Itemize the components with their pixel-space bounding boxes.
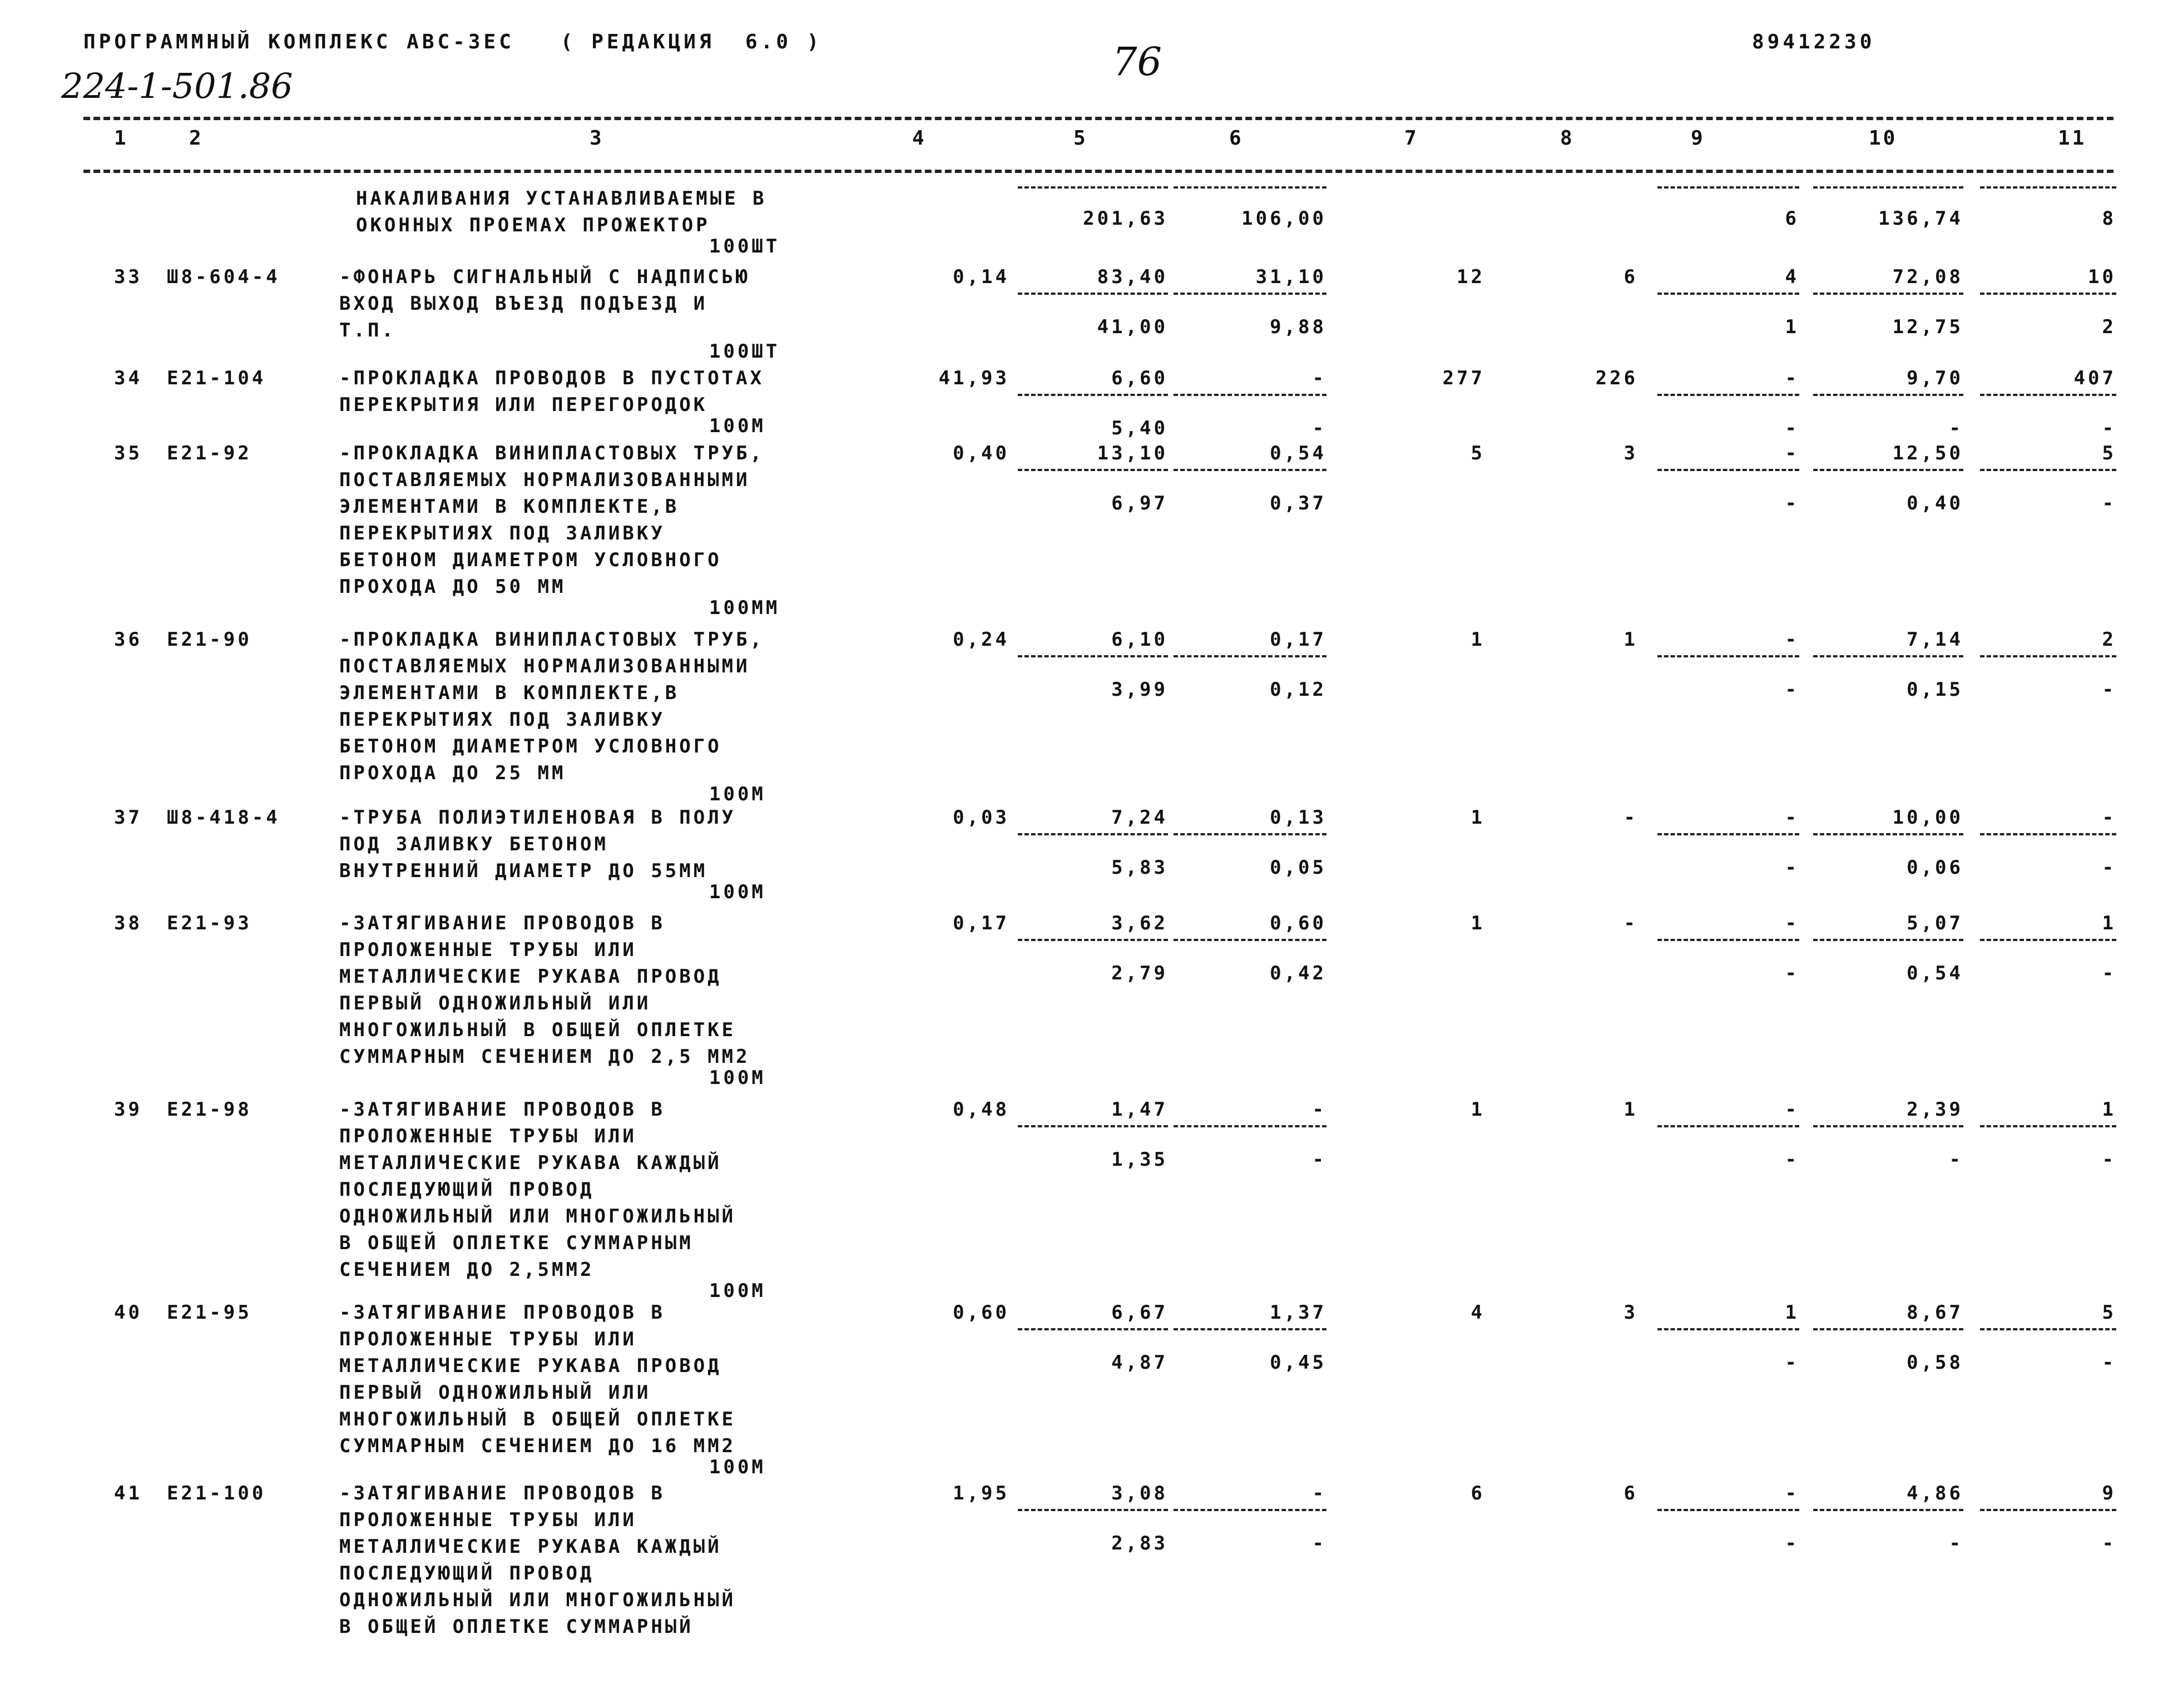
col10-value-lower: 0,15 <box>1907 679 1963 701</box>
col4-value: 1,95 <box>953 1482 1009 1504</box>
col11-value-lower: 2 <box>2102 316 2116 338</box>
col6-value-lower: 0,05 <box>1270 857 1326 879</box>
col6-value: 0,54 <box>1270 442 1326 464</box>
description-line: БЕТОНОМ ДИАМЕТРОМ УСЛОВНОГО <box>339 735 722 758</box>
col10-value: 9,70 <box>1907 367 1963 389</box>
unit-label: 100М <box>709 881 766 903</box>
column-header-8: 8 <box>1560 127 1575 150</box>
description-line: -ЗАТЯГИВАНИЕ ПРОВОДОВ В <box>339 1098 665 1121</box>
column-header-7: 7 <box>1404 127 1419 150</box>
dashed-separator <box>1980 394 2116 396</box>
col4-value: 0,40 <box>953 442 1009 464</box>
dashed-separator <box>1174 1509 1326 1511</box>
description-line: ВХОД ВЫХОД ВЪЕЗД ПОДЪЕЗД И <box>339 293 708 315</box>
dashed-separator <box>1813 1328 1963 1330</box>
dashed-separator <box>1980 186 2116 189</box>
col10-value: 4,86 <box>1907 1482 1963 1504</box>
description-line: -ФОНАРЬ СИГНАЛЬНЫЙ С НАДПИСЬЮ <box>339 266 750 288</box>
dashed-separator <box>1657 939 1799 941</box>
description-line: СЕЧЕНИЕМ ДО 2,5ММ2 <box>339 1259 595 1281</box>
description-line: ПРОЛОЖЕННЫЕ ТРУБЫ ИЛИ <box>339 1509 637 1531</box>
col4-value: 0,17 <box>953 912 1009 934</box>
dashed-separator <box>1980 939 2116 941</box>
col11-value-lower: - <box>2102 1351 2116 1374</box>
description-line: -ЗАТЯГИВАНИЕ ПРОВОДОВ В <box>339 1482 665 1504</box>
col9-value: - <box>1785 912 1799 934</box>
col9-value-lower: - <box>1785 1532 1799 1554</box>
description-line: ПОСЛЕДУЮЩИЙ ПРОВОД <box>339 1562 595 1585</box>
dashed-separator <box>1657 469 1799 471</box>
norm-code: Ш8-418-4 <box>167 806 280 829</box>
dashed-separator <box>1174 394 1326 396</box>
col7-value: 1 <box>1471 912 1485 934</box>
description-line: СУММАРНЫМ СЕЧЕНИЕМ ДО 2,5 ММ2 <box>339 1046 750 1068</box>
col5-value-lower: 5,40 <box>1111 417 1168 439</box>
col5-value: 6,60 <box>1111 367 1168 389</box>
col6-value-lower: 0,37 <box>1270 492 1326 514</box>
col9-value: 1 <box>1785 1301 1799 1324</box>
norm-code: Е21-98 <box>167 1098 252 1121</box>
description-line: ПРОЛОЖЕННЫЕ ТРУБЫ ИЛИ <box>339 939 637 961</box>
col10-value: 8,67 <box>1907 1301 1963 1324</box>
description-line: ПРОЛОЖЕННЫЕ ТРУБЫ ИЛИ <box>339 1328 637 1350</box>
norm-code: Е21-100 <box>167 1482 266 1504</box>
col5-value: 3,62 <box>1111 912 1168 934</box>
col8-value: 226 <box>1595 367 1638 389</box>
dashed-separator <box>1813 293 1963 295</box>
col9-value-lower: - <box>1785 962 1799 984</box>
col11-value-lower: - <box>2102 417 2116 439</box>
col7-value: 6 <box>1471 1482 1485 1504</box>
dashed-separator <box>1657 293 1799 295</box>
description-line: ПОСЛЕДУЮЩИЙ ПРОВОД <box>339 1179 595 1201</box>
description-line: ОДНОЖИЛЬНЫЙ ИЛИ МНОГОЖИЛЬНЫЙ <box>339 1205 736 1227</box>
description-line: МЕТАЛЛИЧЕСКИЕ РУКАВА ПРОВОД <box>339 1355 722 1377</box>
col10-value-lower: 136,74 <box>1878 207 1963 230</box>
col11-value: 407 <box>2073 367 2116 389</box>
column-header-9: 9 <box>1691 127 1705 150</box>
col7-value: 12 <box>1457 266 1485 288</box>
col9-value: 4 <box>1785 266 1799 288</box>
dashed-separator <box>1657 1125 1799 1127</box>
header-bottom-rule <box>83 170 2113 173</box>
dashed-separator <box>1980 1125 2116 1127</box>
dashed-separator <box>1980 1328 2116 1330</box>
description-line: БЕТОНОМ ДИАМЕТРОМ УСЛОВНОГО <box>339 549 722 571</box>
header-top-rule <box>83 117 2113 120</box>
col5-value-lower: 4,87 <box>1111 1351 1168 1374</box>
row-number: 41 <box>114 1482 142 1504</box>
col9-value-lower: 6 <box>1785 207 1799 230</box>
dashed-separator <box>1657 1328 1799 1330</box>
col11-value: 5 <box>2102 442 2116 464</box>
col10-value-lower: 12,75 <box>1892 316 1963 338</box>
unit-label: 100ШТ <box>709 340 780 363</box>
col4-value: 0,48 <box>953 1098 1009 1121</box>
dashed-separator <box>1174 655 1326 657</box>
dashed-separator <box>1813 394 1963 396</box>
col5-value-lower: 3,99 <box>1111 679 1168 701</box>
col5-value: 7,24 <box>1111 806 1168 829</box>
dashed-separator <box>1980 1509 2116 1511</box>
col5-value: 3,08 <box>1111 1482 1168 1504</box>
col11-value-lower: - <box>2102 1532 2116 1554</box>
dashed-separator <box>1018 1328 1168 1330</box>
col9-value-lower: - <box>1785 1148 1799 1171</box>
col9-value: - <box>1785 1482 1799 1504</box>
dashed-separator <box>1018 939 1168 941</box>
col10-value-lower: 0,40 <box>1907 492 1963 514</box>
description-line: -ПРОКЛАДКА ВИНИПЛАСТОВЫХ ТРУБ, <box>339 628 765 651</box>
col6-value-lower: - <box>1312 417 1326 439</box>
norm-code: Е21-104 <box>167 367 266 389</box>
description-line: -ПРОКЛАДКА ПРОВОДОВ В ПУСТОТАХ <box>339 367 765 389</box>
col9-value-lower: - <box>1785 1351 1799 1374</box>
description-line: В ОБЩЕЙ ОПЛЕТКЕ СУММАРНЫЙ <box>339 1616 694 1638</box>
dashed-separator <box>1657 394 1799 396</box>
description-line: ВНУТРЕННИЙ ДИАМЕТР ДО 55ММ <box>339 860 708 882</box>
col11-value: - <box>2102 806 2116 829</box>
col4-value: 0,03 <box>953 806 1009 829</box>
col4-value: 0,14 <box>953 266 1009 288</box>
col10-value-lower: - <box>1949 1532 1963 1554</box>
col10-value-lower: 0,06 <box>1907 857 1963 879</box>
row-number: 34 <box>114 367 142 389</box>
col5-value-lower: 1,35 <box>1111 1148 1168 1171</box>
dashed-separator <box>1813 939 1963 941</box>
norm-code: Ш8-604-4 <box>167 266 280 288</box>
col6-value: 1,37 <box>1270 1301 1326 1324</box>
description-line: ПОД ЗАЛИВКУ БЕТОНОМ <box>339 833 608 855</box>
col6-value-lower: 9,88 <box>1270 316 1326 338</box>
dashed-separator <box>1018 394 1168 396</box>
dashed-separator <box>1174 186 1326 189</box>
dashed-separator <box>1813 1509 1963 1511</box>
row-number: 40 <box>114 1301 142 1324</box>
dashed-separator <box>1174 833 1326 835</box>
dashed-separator <box>1174 293 1326 295</box>
row-number: 35 <box>114 442 142 464</box>
document-code: 224-1-501.86 <box>61 66 293 106</box>
col6-value-lower: - <box>1312 1532 1326 1554</box>
row-number: 36 <box>114 628 142 651</box>
column-header-6: 6 <box>1229 127 1244 150</box>
row-number: 39 <box>114 1098 142 1121</box>
description-line: ОКОННЫХ ПРОЕМАХ ПРОЖЕКТОР <box>356 214 710 236</box>
dashed-separator <box>1174 1328 1326 1330</box>
column-header-1: 1 <box>114 127 128 150</box>
col5-value: 83,40 <box>1097 266 1168 288</box>
col6-value-lower: - <box>1312 1148 1326 1171</box>
description-line: Т.П. <box>339 319 396 341</box>
unit-label: 100М <box>709 1280 766 1302</box>
description-line: МЕТАЛЛИЧЕСКИЕ РУКАВА ПРОВОД <box>339 966 722 988</box>
dashed-separator <box>1018 186 1168 189</box>
column-header-4: 4 <box>912 127 927 150</box>
col6-value-lower: 0,12 <box>1270 679 1326 701</box>
description-line: В ОБЩЕЙ ОПЛЕТКЕ СУММАРНЫМ <box>339 1232 694 1254</box>
dashed-separator <box>1980 469 2116 471</box>
unit-label: 100М <box>709 783 766 805</box>
col11-value: 5 <box>2102 1301 2116 1324</box>
dashed-separator <box>1018 293 1168 295</box>
row-number: 37 <box>114 806 142 829</box>
col7-value: 5 <box>1471 442 1485 464</box>
dashed-separator <box>1657 1509 1799 1511</box>
row-number: 38 <box>114 912 142 934</box>
dashed-separator <box>1174 1125 1326 1127</box>
col8-value: 3 <box>1623 1301 1638 1324</box>
col6-value: 0,60 <box>1270 912 1326 934</box>
dashed-separator <box>1813 186 1963 189</box>
column-header-11: 11 <box>2058 127 2087 150</box>
col8-value: 6 <box>1623 266 1638 288</box>
col9-value-lower: - <box>1785 417 1799 439</box>
dashed-separator <box>1018 1509 1168 1511</box>
unit-label: 100М <box>709 1067 766 1089</box>
column-header-10: 10 <box>1869 127 1898 150</box>
col5-value-lower: 6,97 <box>1111 492 1168 514</box>
description-line: ПЕРЕКРЫТИЯХ ПОД ЗАЛИВКУ <box>339 709 665 731</box>
col9-value: - <box>1785 806 1799 829</box>
col8-value: - <box>1623 806 1638 829</box>
col10-value: 10,00 <box>1892 806 1963 829</box>
col9-value: - <box>1785 628 1799 651</box>
col4-value: 0,60 <box>953 1301 1009 1324</box>
norm-code: Е21-92 <box>167 442 252 464</box>
col11-value-lower: - <box>2102 857 2116 879</box>
col9-value: - <box>1785 1098 1799 1121</box>
description-line: ОДНОЖИЛЬНЫЙ ИЛИ МНОГОЖИЛЬНЫЙ <box>339 1589 736 1611</box>
dashed-separator <box>1018 655 1168 657</box>
col11-value: 2 <box>2102 628 2116 651</box>
document-id: 89412230 <box>1752 31 1875 53</box>
program-header: ПРОГРАММНЫЙ КОМПЛЕКС АВС-ЗЕС ( РЕДАКЦИЯ 6.0 ) <box>83 31 823 53</box>
unit-label: 100ШТ <box>709 235 780 258</box>
col9-value: - <box>1785 367 1799 389</box>
description-line: ПОСТАВЛЯЕМЫХ НОРМАЛИЗОВАННЫМИ <box>339 655 750 677</box>
description-line: ПРОЛОЖЕННЫЕ ТРУБЫ ИЛИ <box>339 1125 637 1147</box>
col6-value: - <box>1312 1098 1326 1121</box>
col8-value: 6 <box>1623 1482 1638 1504</box>
dashed-separator <box>1018 1125 1168 1127</box>
description-line: -ПРОКЛАДКА ВИНИПЛАСТОВЫХ ТРУБ, <box>339 442 765 464</box>
col5-value-lower: 201,63 <box>1083 207 1168 230</box>
col10-value: 72,08 <box>1892 266 1963 288</box>
col11-value-lower: 8 <box>2102 207 2116 230</box>
col7-value: 1 <box>1471 806 1485 829</box>
description-line: -ЗАТЯГИВАНИЕ ПРОВОДОВ В <box>339 912 665 934</box>
column-header-5: 5 <box>1073 127 1088 150</box>
col8-value: - <box>1623 912 1638 934</box>
col10-value: 5,07 <box>1907 912 1963 934</box>
col5-value: 6,67 <box>1111 1301 1168 1324</box>
col9-value-lower: - <box>1785 492 1799 514</box>
col9-value-lower: 1 <box>1785 316 1799 338</box>
description-line: ПЕРЕКРЫТИЯХ ПОД ЗАЛИВКУ <box>339 522 665 544</box>
dashed-separator <box>1174 939 1326 941</box>
col10-value-lower: 0,58 <box>1907 1351 1963 1374</box>
col10-value: 7,14 <box>1907 628 1963 651</box>
col5-value-lower: 41,00 <box>1097 316 1168 338</box>
description-line: ПЕРВЫЙ ОДНОЖИЛЬНЫЙ ИЛИ <box>339 1382 651 1404</box>
row-number: 33 <box>114 266 142 288</box>
col5-value: 1,47 <box>1111 1098 1168 1121</box>
col7-value: 1 <box>1471 1098 1485 1121</box>
col6-value: - <box>1312 1482 1326 1504</box>
col8-value: 3 <box>1623 442 1638 464</box>
dashed-separator <box>1018 469 1168 471</box>
description-line: МНОГОЖИЛЬНЫЙ В ОБЩЕЙ ОПЛЕТКЕ <box>339 1408 736 1430</box>
col9-value-lower: - <box>1785 857 1799 879</box>
col11-value-lower: - <box>2102 962 2116 984</box>
col4-value: 0,24 <box>953 628 1009 651</box>
col6-value: 0,13 <box>1270 806 1326 829</box>
col9-value: - <box>1785 442 1799 464</box>
description-line: ЭЛЕМЕНТАМИ В КОМПЛЕКТЕ,В <box>339 682 680 704</box>
description-line: НАКАЛИВАНИЯ УСТАНАВЛИВАЕМЫЕ В <box>356 187 767 210</box>
dashed-separator <box>1174 469 1326 471</box>
norm-code: Е21-95 <box>167 1301 252 1324</box>
dashed-separator <box>1980 833 2116 835</box>
norm-code: Е21-90 <box>167 628 252 651</box>
col10-value-lower: - <box>1949 417 1963 439</box>
col10-value: 2,39 <box>1907 1098 1963 1121</box>
dashed-separator <box>1813 833 1963 835</box>
unit-label: 100М <box>709 415 766 437</box>
col8-value: 1 <box>1623 628 1638 651</box>
col11-value: 1 <box>2102 912 2116 934</box>
description-line: -ТРУБА ПОЛИЭТИЛЕНОВАЯ В ПОЛУ <box>339 806 736 829</box>
col9-value-lower: - <box>1785 679 1799 701</box>
col11-value-lower: - <box>2102 492 2116 514</box>
dashed-separator <box>1657 833 1799 835</box>
col10-value: 12,50 <box>1892 442 1963 464</box>
col10-value-lower: - <box>1949 1148 1963 1171</box>
description-line: ПЕРВЫЙ ОДНОЖИЛЬНЫЙ ИЛИ <box>339 992 651 1014</box>
col11-value-lower: - <box>2102 1148 2116 1171</box>
dashed-separator <box>1657 655 1799 657</box>
description-line: МЕТАЛЛИЧЕСКИЕ РУКАВА КАЖДЫЙ <box>339 1152 722 1174</box>
description-line: МНОГОЖИЛЬНЫЙ В ОБЩЕЙ ОПЛЕТКЕ <box>339 1019 736 1041</box>
description-line: МЕТАЛЛИЧЕСКИЕ РУКАВА КАЖДЫЙ <box>339 1536 722 1558</box>
col6-value-lower: 106,00 <box>1241 207 1326 230</box>
col11-value: 9 <box>2102 1482 2116 1504</box>
page-number: 76 <box>1112 39 1162 85</box>
unit-label: 100М <box>709 1456 766 1478</box>
col7-value: 4 <box>1471 1301 1485 1324</box>
col11-value-lower: - <box>2102 679 2116 701</box>
col6-value: - <box>1312 367 1326 389</box>
col11-value: 10 <box>2088 266 2116 288</box>
col8-value: 1 <box>1623 1098 1638 1121</box>
col5-value-lower: 2,83 <box>1111 1532 1168 1554</box>
dashed-separator <box>1813 469 1963 471</box>
col4-value: 41,93 <box>938 367 1009 389</box>
description-line: ПРОХОДА ДО 25 ММ <box>339 762 566 784</box>
description-line: ПРОХОДА ДО 50 ММ <box>339 576 566 598</box>
unit-label: 100ММ <box>709 597 780 619</box>
description-line: -ЗАТЯГИВАНИЕ ПРОВОДОВ В <box>339 1301 665 1324</box>
col11-value: 1 <box>2102 1098 2116 1121</box>
col5-value-lower: 5,83 <box>1111 857 1168 879</box>
col5-value: 13,10 <box>1097 442 1168 464</box>
dashed-separator <box>1980 293 2116 295</box>
column-header-3: 3 <box>590 127 604 150</box>
dashed-separator <box>1813 655 1963 657</box>
dashed-separator <box>1018 833 1168 835</box>
description-line: ПЕРЕКРЫТИЯ ИЛИ ПЕРЕГОРОДОК <box>339 394 708 416</box>
col6-value: 0,17 <box>1270 628 1326 651</box>
description-line: СУММАРНЫМ СЕЧЕНИЕМ ДО 16 ММ2 <box>339 1435 736 1457</box>
dashed-separator <box>1657 186 1799 189</box>
description-line: ПОСТАВЛЯЕМЫХ НОРМАЛИЗОВАННЫМИ <box>339 469 750 491</box>
dashed-separator <box>1980 655 2116 657</box>
col6-value-lower: 0,45 <box>1270 1351 1326 1374</box>
col6-value-lower: 0,42 <box>1270 962 1326 984</box>
col7-value: 1 <box>1471 628 1485 651</box>
norm-code: Е21-93 <box>167 912 252 934</box>
description-line: ЭЛЕМЕНТАМИ В КОМПЛЕКТЕ,В <box>339 496 680 518</box>
col5-value: 6,10 <box>1111 628 1168 651</box>
dashed-separator <box>1813 1125 1963 1127</box>
col5-value-lower: 2,79 <box>1111 962 1168 984</box>
col7-value: 277 <box>1442 367 1485 389</box>
column-header-2: 2 <box>189 127 204 150</box>
col10-value-lower: 0,54 <box>1907 962 1963 984</box>
col6-value: 31,10 <box>1255 266 1326 288</box>
